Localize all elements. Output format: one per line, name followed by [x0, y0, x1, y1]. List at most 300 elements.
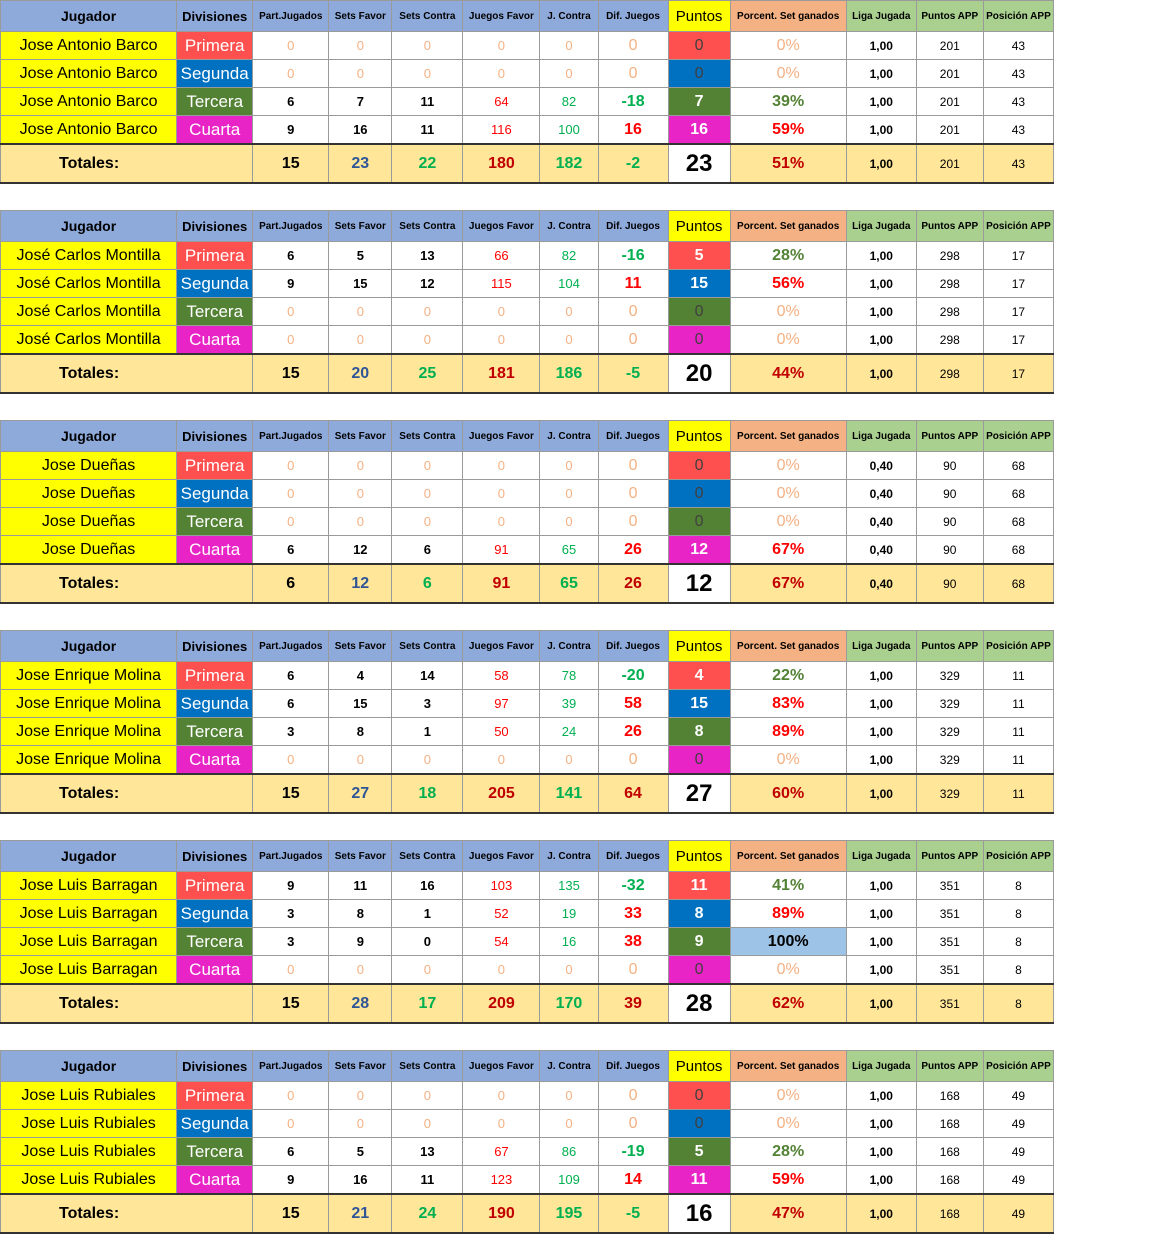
- cell-liga[interactable]: 0,40: [846, 508, 916, 536]
- cell-sf[interactable]: 0: [329, 1082, 392, 1110]
- cell-jc[interactable]: 82: [540, 242, 598, 270]
- cell-jc[interactable]: 100: [540, 116, 598, 145]
- total-puntos[interactable]: 20: [668, 354, 730, 393]
- cell-puntos[interactable]: 0: [668, 32, 730, 60]
- cell-sf[interactable]: 5: [329, 242, 392, 270]
- cell-sc[interactable]: 11: [392, 1166, 463, 1195]
- cell-puntos[interactable]: 0: [668, 1082, 730, 1110]
- cell-jc[interactable]: 0: [540, 60, 598, 88]
- cell-puntos-app[interactable]: 329: [916, 746, 983, 775]
- cell-pj[interactable]: 0: [253, 508, 329, 536]
- total-pj[interactable]: 15: [253, 984, 329, 1023]
- cell-sf[interactable]: 0: [329, 956, 392, 985]
- total-dif[interactable]: 39: [598, 984, 668, 1023]
- cell-pj[interactable]: 0: [253, 326, 329, 355]
- cell-liga[interactable]: 1,00: [846, 690, 916, 718]
- cell-puntos[interactable]: 0: [668, 480, 730, 508]
- total-posicion-app[interactable]: 11: [983, 774, 1053, 813]
- player-name-cell[interactable]: Jose Enrique Molina: [1, 746, 177, 775]
- total-puntos[interactable]: 23: [668, 144, 730, 183]
- cell-jf[interactable]: 0: [463, 956, 540, 985]
- division-cell[interactable]: Tercera: [177, 508, 253, 536]
- cell-puntos-app[interactable]: 298: [916, 326, 983, 355]
- cell-dif[interactable]: 33: [598, 900, 668, 928]
- total-liga[interactable]: 0,40: [846, 564, 916, 603]
- cell-liga[interactable]: 0,40: [846, 452, 916, 480]
- total-posicion-app[interactable]: 43: [983, 144, 1053, 183]
- cell-porcentaje[interactable]: 67%: [730, 536, 846, 565]
- cell-dif[interactable]: 0: [598, 1082, 668, 1110]
- division-cell[interactable]: Tercera: [177, 1138, 253, 1166]
- cell-jf[interactable]: 0: [463, 746, 540, 775]
- cell-jc[interactable]: 82: [540, 88, 598, 116]
- division-cell[interactable]: Cuarta: [177, 116, 253, 145]
- cell-sc[interactable]: 1: [392, 900, 463, 928]
- cell-jc[interactable]: 0: [540, 508, 598, 536]
- cell-puntos-app[interactable]: 90: [916, 452, 983, 480]
- cell-puntos-app[interactable]: 298: [916, 270, 983, 298]
- division-cell[interactable]: Primera: [177, 32, 253, 60]
- cell-jc[interactable]: 104: [540, 270, 598, 298]
- cell-porcentaje[interactable]: 39%: [730, 88, 846, 116]
- division-cell[interactable]: Primera: [177, 662, 253, 690]
- cell-pj[interactable]: 0: [253, 60, 329, 88]
- cell-liga[interactable]: 1,00: [846, 1166, 916, 1195]
- cell-sf[interactable]: 4: [329, 662, 392, 690]
- total-jf[interactable]: 91: [463, 564, 540, 603]
- cell-pj[interactable]: 6: [253, 88, 329, 116]
- cell-sf[interactable]: 0: [329, 452, 392, 480]
- player-name-cell[interactable]: Jose Antonio Barco: [1, 32, 177, 60]
- cell-posicion-app[interactable]: 17: [983, 298, 1053, 326]
- cell-pj[interactable]: 6: [253, 662, 329, 690]
- division-cell[interactable]: Segunda: [177, 690, 253, 718]
- cell-sf[interactable]: 16: [329, 116, 392, 145]
- division-cell[interactable]: Primera: [177, 1082, 253, 1110]
- cell-posicion-app[interactable]: 17: [983, 242, 1053, 270]
- division-cell[interactable]: Segunda: [177, 270, 253, 298]
- cell-jc[interactable]: 0: [540, 452, 598, 480]
- cell-porcentaje[interactable]: 0%: [730, 746, 846, 775]
- cell-porcentaje[interactable]: 0%: [730, 326, 846, 355]
- player-name-cell[interactable]: Jose Luis Rubiales: [1, 1082, 177, 1110]
- cell-jc[interactable]: 0: [540, 1082, 598, 1110]
- cell-posicion-app[interactable]: 8: [983, 928, 1053, 956]
- cell-porcentaje[interactable]: 59%: [730, 1166, 846, 1195]
- cell-dif[interactable]: 26: [598, 718, 668, 746]
- total-pj[interactable]: 15: [253, 774, 329, 813]
- cell-posicion-app[interactable]: 68: [983, 480, 1053, 508]
- total-pj[interactable]: 15: [253, 1194, 329, 1233]
- total-puntos-app[interactable]: 201: [916, 144, 983, 183]
- cell-jc[interactable]: 0: [540, 32, 598, 60]
- cell-posicion-app[interactable]: 8: [983, 900, 1053, 928]
- cell-jc[interactable]: 39: [540, 690, 598, 718]
- cell-porcentaje[interactable]: 56%: [730, 270, 846, 298]
- cell-sc[interactable]: 0: [392, 32, 463, 60]
- cell-jc[interactable]: 0: [540, 956, 598, 985]
- cell-posicion-app[interactable]: 49: [983, 1082, 1053, 1110]
- cell-sc[interactable]: 0: [392, 956, 463, 985]
- player-name-cell[interactable]: Jose Dueñas: [1, 452, 177, 480]
- total-liga[interactable]: 1,00: [846, 354, 916, 393]
- cell-sf[interactable]: 8: [329, 718, 392, 746]
- cell-sc[interactable]: 0: [392, 298, 463, 326]
- cell-sc[interactable]: 0: [392, 1110, 463, 1138]
- total-puntos-app[interactable]: 298: [916, 354, 983, 393]
- cell-sf[interactable]: 7: [329, 88, 392, 116]
- cell-puntos[interactable]: 15: [668, 690, 730, 718]
- cell-liga[interactable]: 1,00: [846, 88, 916, 116]
- cell-pj[interactable]: 3: [253, 718, 329, 746]
- cell-porcentaje[interactable]: 0%: [730, 508, 846, 536]
- cell-sc[interactable]: 0: [392, 452, 463, 480]
- cell-pj[interactable]: 0: [253, 1110, 329, 1138]
- cell-jf[interactable]: 50: [463, 718, 540, 746]
- cell-sf[interactable]: 11: [329, 872, 392, 900]
- division-cell[interactable]: Cuarta: [177, 956, 253, 985]
- cell-puntos[interactable]: 9: [668, 928, 730, 956]
- cell-liga[interactable]: 1,00: [846, 1138, 916, 1166]
- total-posicion-app[interactable]: 17: [983, 354, 1053, 393]
- cell-dif[interactable]: -18: [598, 88, 668, 116]
- cell-liga[interactable]: 1,00: [846, 662, 916, 690]
- cell-liga[interactable]: 1,00: [846, 928, 916, 956]
- player-name-cell[interactable]: Jose Luis Rubiales: [1, 1166, 177, 1195]
- cell-puntos-app[interactable]: 168: [916, 1110, 983, 1138]
- cell-liga[interactable]: 1,00: [846, 270, 916, 298]
- cell-jf[interactable]: 67: [463, 1138, 540, 1166]
- cell-sc[interactable]: 0: [392, 746, 463, 775]
- division-cell[interactable]: Tercera: [177, 88, 253, 116]
- cell-sf[interactable]: 5: [329, 1138, 392, 1166]
- cell-sf[interactable]: 0: [329, 508, 392, 536]
- cell-pj[interactable]: 0: [253, 480, 329, 508]
- cell-posicion-app[interactable]: 8: [983, 956, 1053, 985]
- division-cell[interactable]: Tercera: [177, 928, 253, 956]
- player-name-cell[interactable]: Jose Enrique Molina: [1, 662, 177, 690]
- cell-posicion-app[interactable]: 8: [983, 872, 1053, 900]
- cell-pj[interactable]: 6: [253, 536, 329, 565]
- cell-puntos-app[interactable]: 90: [916, 480, 983, 508]
- cell-jc[interactable]: 109: [540, 1166, 598, 1195]
- cell-liga[interactable]: 1,00: [846, 60, 916, 88]
- cell-puntos[interactable]: 0: [668, 1110, 730, 1138]
- cell-jf[interactable]: 0: [463, 452, 540, 480]
- cell-porcentaje[interactable]: 59%: [730, 116, 846, 145]
- cell-jc[interactable]: 65: [540, 536, 598, 565]
- total-porcentaje[interactable]: 47%: [730, 1194, 846, 1233]
- cell-puntos[interactable]: 0: [668, 746, 730, 775]
- player-name-cell[interactable]: José Carlos Montilla: [1, 242, 177, 270]
- total-liga[interactable]: 1,00: [846, 774, 916, 813]
- total-porcentaje[interactable]: 67%: [730, 564, 846, 603]
- cell-puntos-app[interactable]: 329: [916, 690, 983, 718]
- cell-jf[interactable]: 0: [463, 480, 540, 508]
- cell-sc[interactable]: 0: [392, 928, 463, 956]
- cell-sc[interactable]: 11: [392, 88, 463, 116]
- cell-liga[interactable]: 1,00: [846, 32, 916, 60]
- cell-posicion-app[interactable]: 43: [983, 32, 1053, 60]
- cell-jc[interactable]: 0: [540, 298, 598, 326]
- cell-puntos[interactable]: 5: [668, 242, 730, 270]
- player-name-cell[interactable]: Jose Luis Barragan: [1, 928, 177, 956]
- total-puntos-app[interactable]: 351: [916, 984, 983, 1023]
- cell-sf[interactable]: 15: [329, 270, 392, 298]
- total-sc[interactable]: 17: [392, 984, 463, 1023]
- total-jc[interactable]: 182: [540, 144, 598, 183]
- cell-jf[interactable]: 0: [463, 32, 540, 60]
- cell-dif[interactable]: 0: [598, 452, 668, 480]
- total-puntos[interactable]: 12: [668, 564, 730, 603]
- player-name-cell[interactable]: Jose Dueñas: [1, 536, 177, 565]
- cell-sc[interactable]: 3: [392, 690, 463, 718]
- total-porcentaje[interactable]: 62%: [730, 984, 846, 1023]
- total-sf[interactable]: 20: [329, 354, 392, 393]
- cell-dif[interactable]: 0: [598, 746, 668, 775]
- cell-dif[interactable]: 0: [598, 298, 668, 326]
- cell-jc[interactable]: 0: [540, 326, 598, 355]
- total-puntos-app[interactable]: 329: [916, 774, 983, 813]
- cell-puntos-app[interactable]: 329: [916, 718, 983, 746]
- cell-liga[interactable]: 1,00: [846, 872, 916, 900]
- cell-porcentaje[interactable]: 28%: [730, 242, 846, 270]
- cell-dif[interactable]: 0: [598, 508, 668, 536]
- cell-puntos-app[interactable]: 201: [916, 88, 983, 116]
- total-dif[interactable]: -2: [598, 144, 668, 183]
- cell-pj[interactable]: 0: [253, 1082, 329, 1110]
- cell-pj[interactable]: 0: [253, 32, 329, 60]
- cell-puntos[interactable]: 7: [668, 88, 730, 116]
- cell-porcentaje[interactable]: 100%: [730, 928, 846, 956]
- total-dif[interactable]: -5: [598, 354, 668, 393]
- cell-liga[interactable]: 1,00: [846, 116, 916, 145]
- cell-liga[interactable]: 1,00: [846, 900, 916, 928]
- cell-posicion-app[interactable]: 49: [983, 1110, 1053, 1138]
- cell-sc[interactable]: 13: [392, 1138, 463, 1166]
- cell-jc[interactable]: 86: [540, 1138, 598, 1166]
- cell-jc[interactable]: 0: [540, 1110, 598, 1138]
- cell-liga[interactable]: 1,00: [846, 956, 916, 985]
- cell-porcentaje[interactable]: 22%: [730, 662, 846, 690]
- cell-dif[interactable]: 0: [598, 956, 668, 985]
- cell-liga[interactable]: 0,40: [846, 536, 916, 565]
- total-porcentaje[interactable]: 44%: [730, 354, 846, 393]
- player-name-cell[interactable]: Jose Enrique Molina: [1, 690, 177, 718]
- cell-sc[interactable]: 1: [392, 718, 463, 746]
- cell-puntos-app[interactable]: 329: [916, 662, 983, 690]
- total-puntos[interactable]: 27: [668, 774, 730, 813]
- cell-sc[interactable]: 0: [392, 508, 463, 536]
- player-name-cell[interactable]: José Carlos Montilla: [1, 326, 177, 355]
- cell-sf[interactable]: 0: [329, 32, 392, 60]
- cell-dif[interactable]: 0: [598, 326, 668, 355]
- cell-puntos[interactable]: 11: [668, 872, 730, 900]
- cell-sf[interactable]: 0: [329, 1110, 392, 1138]
- cell-jf[interactable]: 64: [463, 88, 540, 116]
- cell-pj[interactable]: 0: [253, 298, 329, 326]
- cell-puntos[interactable]: 5: [668, 1138, 730, 1166]
- total-puntos[interactable]: 28: [668, 984, 730, 1023]
- cell-liga[interactable]: 1,00: [846, 1110, 916, 1138]
- cell-sf[interactable]: 0: [329, 746, 392, 775]
- cell-jf[interactable]: 0: [463, 60, 540, 88]
- cell-posicion-app[interactable]: 17: [983, 270, 1053, 298]
- cell-puntos-app[interactable]: 201: [916, 60, 983, 88]
- total-jc[interactable]: 65: [540, 564, 598, 603]
- cell-puntos[interactable]: 0: [668, 326, 730, 355]
- total-sc[interactable]: 25: [392, 354, 463, 393]
- division-cell[interactable]: Cuarta: [177, 326, 253, 355]
- cell-sc[interactable]: 0: [392, 480, 463, 508]
- total-puntos[interactable]: 16: [668, 1194, 730, 1233]
- total-sf[interactable]: 23: [329, 144, 392, 183]
- player-name-cell[interactable]: Jose Luis Rubiales: [1, 1110, 177, 1138]
- division-cell[interactable]: Cuarta: [177, 1166, 253, 1195]
- cell-porcentaje[interactable]: 0%: [730, 60, 846, 88]
- cell-jf[interactable]: 91: [463, 536, 540, 565]
- total-jf[interactable]: 205: [463, 774, 540, 813]
- cell-jf[interactable]: 97: [463, 690, 540, 718]
- cell-posicion-app[interactable]: 68: [983, 508, 1053, 536]
- cell-puntos-app[interactable]: 90: [916, 508, 983, 536]
- cell-puntos-app[interactable]: 168: [916, 1138, 983, 1166]
- player-name-cell[interactable]: Jose Antonio Barco: [1, 60, 177, 88]
- cell-jc[interactable]: 16: [540, 928, 598, 956]
- cell-sc[interactable]: 12: [392, 270, 463, 298]
- cell-jf[interactable]: 0: [463, 326, 540, 355]
- cell-liga[interactable]: 1,00: [846, 746, 916, 775]
- cell-dif[interactable]: 26: [598, 536, 668, 565]
- cell-puntos[interactable]: 0: [668, 452, 730, 480]
- cell-dif[interactable]: -19: [598, 1138, 668, 1166]
- player-name-cell[interactable]: Jose Antonio Barco: [1, 116, 177, 145]
- player-name-cell[interactable]: Jose Dueñas: [1, 480, 177, 508]
- cell-posicion-app[interactable]: 68: [983, 452, 1053, 480]
- cell-sc[interactable]: 11: [392, 116, 463, 145]
- total-posicion-app[interactable]: 68: [983, 564, 1053, 603]
- cell-puntos[interactable]: 12: [668, 536, 730, 565]
- cell-porcentaje[interactable]: 0%: [730, 1082, 846, 1110]
- total-sc[interactable]: 6: [392, 564, 463, 603]
- total-dif[interactable]: 64: [598, 774, 668, 813]
- player-name-cell[interactable]: Jose Dueñas: [1, 508, 177, 536]
- total-pj[interactable]: 6: [253, 564, 329, 603]
- cell-puntos[interactable]: 8: [668, 900, 730, 928]
- cell-puntos[interactable]: 8: [668, 718, 730, 746]
- cell-posicion-app[interactable]: 43: [983, 116, 1053, 145]
- cell-jf[interactable]: 0: [463, 298, 540, 326]
- total-puntos-app[interactable]: 168: [916, 1194, 983, 1233]
- cell-pj[interactable]: 9: [253, 1166, 329, 1195]
- division-cell[interactable]: Segunda: [177, 60, 253, 88]
- player-name-cell[interactable]: José Carlos Montilla: [1, 298, 177, 326]
- total-sf[interactable]: 21: [329, 1194, 392, 1233]
- total-jc[interactable]: 170: [540, 984, 598, 1023]
- cell-puntos[interactable]: 11: [668, 1166, 730, 1195]
- cell-sf[interactable]: 0: [329, 298, 392, 326]
- total-jf[interactable]: 209: [463, 984, 540, 1023]
- player-name-cell[interactable]: José Carlos Montilla: [1, 270, 177, 298]
- total-porcentaje[interactable]: 60%: [730, 774, 846, 813]
- cell-jf[interactable]: 52: [463, 900, 540, 928]
- player-name-cell[interactable]: Jose Antonio Barco: [1, 88, 177, 116]
- cell-puntos[interactable]: 0: [668, 508, 730, 536]
- cell-jf[interactable]: 54: [463, 928, 540, 956]
- cell-sc[interactable]: 0: [392, 326, 463, 355]
- cell-pj[interactable]: 9: [253, 270, 329, 298]
- division-cell[interactable]: Segunda: [177, 1110, 253, 1138]
- total-puntos-app[interactable]: 90: [916, 564, 983, 603]
- cell-porcentaje[interactable]: 0%: [730, 32, 846, 60]
- cell-jf[interactable]: 123: [463, 1166, 540, 1195]
- cell-puntos-app[interactable]: 168: [916, 1082, 983, 1110]
- cell-sc[interactable]: 0: [392, 60, 463, 88]
- cell-sf[interactable]: 15: [329, 690, 392, 718]
- cell-posicion-app[interactable]: 49: [983, 1138, 1053, 1166]
- cell-pj[interactable]: 9: [253, 872, 329, 900]
- cell-puntos-app[interactable]: 298: [916, 298, 983, 326]
- cell-puntos-app[interactable]: 351: [916, 956, 983, 985]
- cell-jc[interactable]: 0: [540, 480, 598, 508]
- cell-puntos-app[interactable]: 298: [916, 242, 983, 270]
- division-cell[interactable]: Cuarta: [177, 746, 253, 775]
- total-posicion-app[interactable]: 8: [983, 984, 1053, 1023]
- cell-posicion-app[interactable]: 11: [983, 690, 1053, 718]
- cell-puntos[interactable]: 16: [668, 116, 730, 145]
- cell-puntos-app[interactable]: 168: [916, 1166, 983, 1195]
- total-pj[interactable]: 15: [253, 354, 329, 393]
- cell-dif[interactable]: 58: [598, 690, 668, 718]
- cell-dif[interactable]: 0: [598, 32, 668, 60]
- cell-pj[interactable]: 6: [253, 690, 329, 718]
- total-jc[interactable]: 141: [540, 774, 598, 813]
- cell-liga[interactable]: 1,00: [846, 326, 916, 355]
- cell-liga[interactable]: 1,00: [846, 718, 916, 746]
- cell-jc[interactable]: 0: [540, 746, 598, 775]
- cell-porcentaje[interactable]: 0%: [730, 452, 846, 480]
- total-dif[interactable]: -5: [598, 1194, 668, 1233]
- total-sc[interactable]: 24: [392, 1194, 463, 1233]
- cell-dif[interactable]: 16: [598, 116, 668, 145]
- cell-jc[interactable]: 24: [540, 718, 598, 746]
- cell-dif[interactable]: 0: [598, 1110, 668, 1138]
- total-liga[interactable]: 1,00: [846, 144, 916, 183]
- total-dif[interactable]: 26: [598, 564, 668, 603]
- cell-sf[interactable]: 0: [329, 326, 392, 355]
- cell-sc[interactable]: 13: [392, 242, 463, 270]
- total-sf[interactable]: 28: [329, 984, 392, 1023]
- cell-sf[interactable]: 16: [329, 1166, 392, 1195]
- total-pj[interactable]: 15: [253, 144, 329, 183]
- cell-sc[interactable]: 14: [392, 662, 463, 690]
- division-cell[interactable]: Segunda: [177, 480, 253, 508]
- cell-dif[interactable]: 0: [598, 480, 668, 508]
- cell-sc[interactable]: 6: [392, 536, 463, 565]
- total-sc[interactable]: 22: [392, 144, 463, 183]
- cell-liga[interactable]: 1,00: [846, 1082, 916, 1110]
- total-jc[interactable]: 186: [540, 354, 598, 393]
- total-jf[interactable]: 190: [463, 1194, 540, 1233]
- cell-posicion-app[interactable]: 49: [983, 1166, 1053, 1195]
- cell-jc[interactable]: 135: [540, 872, 598, 900]
- cell-sc[interactable]: 0: [392, 1082, 463, 1110]
- cell-jf[interactable]: 103: [463, 872, 540, 900]
- cell-porcentaje[interactable]: 28%: [730, 1138, 846, 1166]
- division-cell[interactable]: Primera: [177, 242, 253, 270]
- cell-sf[interactable]: 9: [329, 928, 392, 956]
- cell-posicion-app[interactable]: 43: [983, 60, 1053, 88]
